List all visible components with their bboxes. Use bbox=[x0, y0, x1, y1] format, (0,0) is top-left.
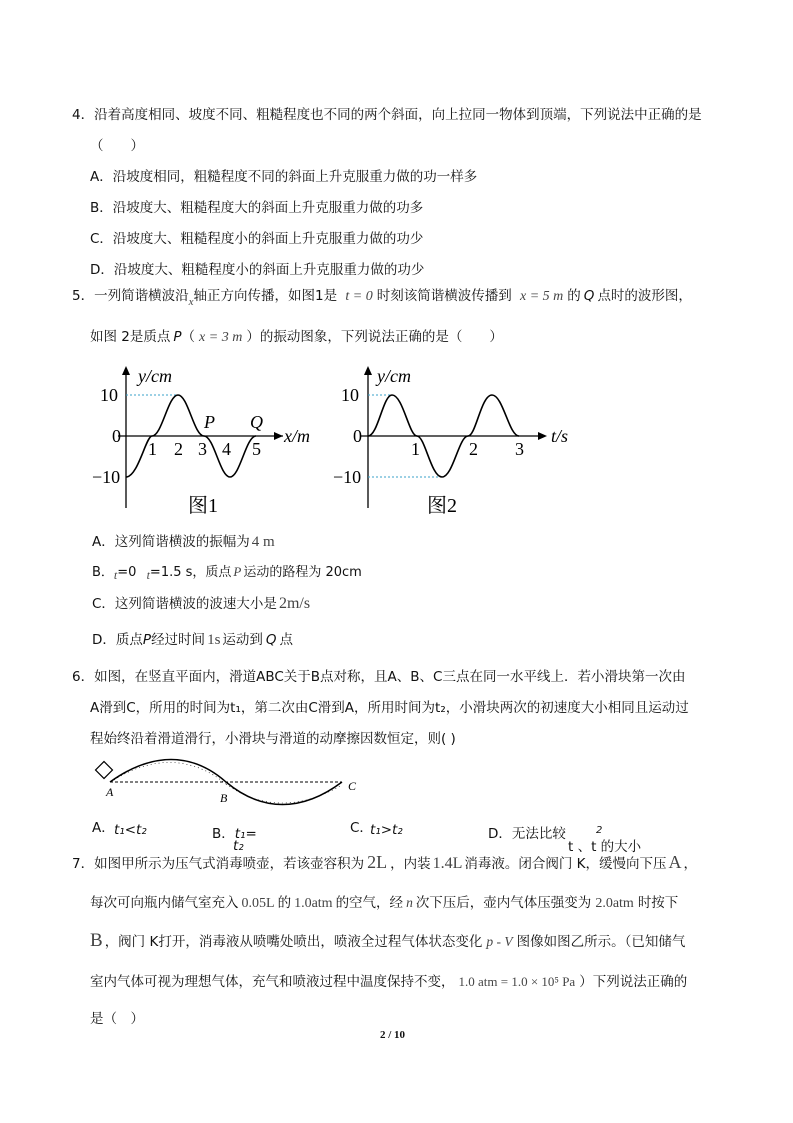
y-tick-bottom: −10 bbox=[333, 467, 362, 487]
q6-option-c-label: C． bbox=[350, 820, 373, 836]
slider-block bbox=[96, 762, 113, 779]
q5-text: 的 bbox=[567, 288, 581, 304]
q7-button-b: B bbox=[90, 930, 103, 951]
y-label: y/cm bbox=[138, 366, 172, 386]
x-tick: 3 bbox=[198, 439, 207, 459]
wave-figure-2 bbox=[325, 360, 585, 520]
q5-text: 运动到 bbox=[222, 632, 263, 648]
q7-n: n bbox=[406, 895, 413, 910]
point-c-label: C bbox=[348, 779, 357, 793]
t-axis-arrow bbox=[538, 432, 547, 440]
q5-text: 经过时间 bbox=[151, 632, 206, 648]
q7-text: 室内气体可视为理想气体，充气和喷液过程中温度保持不变， bbox=[90, 974, 455, 990]
q7-line1 bbox=[72, 852, 697, 873]
q6-option-b-value: t₁= bbox=[234, 826, 257, 842]
q4-option-a: A．沿坡度相同，粗糙程度不同的斜面上升克服重力做的功一样多 bbox=[90, 169, 478, 185]
q5-x5: x = 5 m bbox=[520, 289, 564, 304]
t-tick: 3 bbox=[515, 439, 524, 459]
x-label: x/m bbox=[284, 426, 310, 446]
q5-line2 bbox=[90, 325, 503, 346]
q7-text: 次下压后，壶内气体压强变为 bbox=[415, 895, 592, 911]
t-tick: 1 bbox=[411, 439, 420, 459]
point-q-label: Q bbox=[250, 412, 263, 432]
q6-option-d-tail: t 、t 的大小 bbox=[568, 839, 642, 855]
q5-option-b-label: B． bbox=[92, 565, 114, 580]
q5-t: t bbox=[113, 568, 118, 582]
y-tick-top: 10 bbox=[100, 385, 118, 405]
t-label: t/s bbox=[551, 426, 569, 446]
q5-option-a-value: 4 m bbox=[251, 534, 275, 550]
q6-line3: 程始终沿着滑道滑行，小滑块与滑道的动摩擦因数恒定，则( ) bbox=[90, 731, 456, 747]
q7-text: ，阀门 K打开，消毒液从喷嘴处喷出，喷液全过程气体状态变化 bbox=[104, 934, 483, 950]
q5-t0: t = 0 bbox=[345, 289, 373, 304]
y-tick-zero: 0 bbox=[112, 426, 121, 446]
q5-text: 时刻该简谐横波传播到 bbox=[376, 288, 512, 304]
q5-text: 运动的路程为 20cm bbox=[243, 565, 362, 580]
figure-caption: 图2 bbox=[427, 495, 457, 517]
q7-equation: 1.0 atm = 1.0 × 10⁵ Pa bbox=[458, 974, 576, 989]
q5-text: ）的振动图象，下列说法正确的是（ ） bbox=[246, 329, 503, 345]
q4-stem: 4．沿着高度相同、坡度不同、粗糙程度也不同的两个斜面，向上拉同一物体到顶端，下列说法中正确的是 bbox=[72, 107, 702, 123]
q6-option-c-value: t₁>t₂ bbox=[370, 822, 403, 838]
q5-text: =1.5 s，质点 bbox=[149, 565, 232, 580]
q4-option-b: B．沿坡度大、粗糙程度大的斜面上升克服重力做的功多 bbox=[90, 200, 424, 216]
q5-option-b bbox=[92, 561, 362, 583]
q5-p: P bbox=[233, 564, 242, 579]
x-tick: 1 bbox=[148, 439, 157, 459]
q6-line1: 6．如图，在竖直平面内，滑道ABC关于B点对称，且A、B、C三点在同一水平线上．若小滑块第一次由 bbox=[72, 669, 686, 685]
q4-paren: （ ） bbox=[90, 138, 144, 154]
q5-text: 点时的波形图， bbox=[597, 288, 692, 304]
q7-text: ，内装 bbox=[390, 856, 431, 872]
q7-volume: 1.4L bbox=[432, 855, 463, 872]
page-number: 2 / 10 bbox=[380, 1029, 406, 1041]
q7-value: 2.0atm bbox=[595, 896, 634, 911]
q7-piston-a: A bbox=[668, 852, 682, 872]
q5-text: 5．一列简谐横波沿 bbox=[72, 288, 189, 304]
q5-text: =0 bbox=[117, 565, 137, 580]
q5-option-c-value: 2m/s bbox=[278, 595, 311, 612]
y-axis-arrow bbox=[122, 366, 130, 375]
q5-text: 如图 2是质点 bbox=[90, 329, 171, 345]
q6-option-a-label: A． bbox=[92, 820, 115, 836]
q7-text: ， bbox=[683, 856, 698, 872]
q7-text: 的空气，经 bbox=[335, 895, 404, 911]
point-a-label: A bbox=[106, 785, 114, 799]
q7-value: 0.05L bbox=[241, 896, 275, 911]
x-tick: 4 bbox=[222, 439, 231, 459]
q5-x: x bbox=[188, 296, 194, 308]
q5-q: Q bbox=[265, 632, 277, 648]
q4-option-c: C．沿坡度大、粗糙程度小的斜面上升克服重力做的功少 bbox=[90, 231, 424, 247]
q5-option-a-text: A．这列简谐横波的振幅为 bbox=[92, 534, 250, 550]
q7-text: 时按下 bbox=[637, 895, 679, 911]
q5-value: 1s bbox=[207, 632, 221, 648]
q5-t: t bbox=[146, 568, 150, 582]
q7-text: 图像如图乙所示。（已知储气 bbox=[516, 934, 686, 950]
q5-p: P bbox=[173, 329, 182, 345]
wave-figure-1 bbox=[88, 360, 318, 520]
y-tick-top: 10 bbox=[341, 385, 359, 405]
q4-option-d: D．沿坡度大、粗糙程度小的斜面上升克服重力做的功少 bbox=[90, 262, 425, 278]
slide-figure bbox=[92, 758, 382, 808]
y-tick-bottom: −10 bbox=[92, 467, 121, 487]
q7-text: 的 bbox=[277, 895, 292, 911]
q6-option-a bbox=[92, 816, 115, 836]
q6-option-b-label: B． bbox=[212, 826, 235, 842]
q7-line4 bbox=[90, 970, 687, 990]
q5-q: Q bbox=[583, 288, 595, 304]
q5-option-c bbox=[92, 592, 310, 613]
q5-text: （ bbox=[181, 329, 196, 345]
q6-line2: A滑到C，所用的时间为t₁，第二次由C滑到A，所用时间为t₂，小滑块两次的初速度大小相同且运动过 bbox=[90, 700, 689, 716]
q5-p: P bbox=[142, 632, 152, 648]
track-hatching bbox=[114, 762, 226, 784]
x-axis-arrow bbox=[274, 432, 283, 440]
q5-option-d bbox=[92, 628, 293, 649]
x-tick: 2 bbox=[174, 439, 183, 459]
q7-text: 7．如图甲所示为压气式消毒喷壶，若该壶容积为 bbox=[72, 856, 365, 872]
q5-text: 轴正方向传播，如图1是 bbox=[193, 288, 338, 304]
point-b-label: B bbox=[220, 791, 228, 805]
q5-text: D．质点 bbox=[92, 632, 143, 648]
figure-caption: 图1 bbox=[188, 495, 218, 517]
y-axis-arrow bbox=[364, 366, 372, 375]
q7-value: 1.0atm bbox=[294, 896, 333, 911]
q7-volume: 2L bbox=[367, 852, 388, 872]
q7-line5: 是（ ） bbox=[90, 1011, 144, 1027]
q5-line1 bbox=[72, 284, 692, 308]
x-tick: 5 bbox=[252, 439, 261, 459]
q7-text: ）下列说法正确的 bbox=[579, 974, 688, 990]
q5-text: 点 bbox=[279, 632, 294, 648]
point-p-label: P bbox=[204, 412, 215, 432]
y-tick-zero: 0 bbox=[353, 426, 362, 446]
q5-x3: x = 3 m bbox=[199, 330, 243, 345]
q5-option-c-text: C．这列简谐横波的波速大小是 bbox=[92, 596, 277, 612]
q7-line3 bbox=[90, 930, 685, 952]
q6-option-b-sub: t₂ bbox=[233, 838, 244, 854]
q5-option-a bbox=[92, 530, 275, 551]
t-tick: 2 bbox=[469, 439, 478, 459]
q7-text: 消毒液。闭合阀门 K，缓慢向下压 bbox=[464, 856, 667, 872]
q7-text: 每次可向瓶内储气室充入 bbox=[90, 895, 239, 911]
y-label: y/cm bbox=[377, 366, 411, 386]
q6-option-a-value: t₁<t₂ bbox=[114, 822, 147, 838]
q6-option-d-sup: 2 bbox=[596, 825, 603, 836]
q7-line2 bbox=[90, 891, 678, 912]
q6-option-d: D．无法比较 bbox=[488, 826, 566, 842]
q7-pv: p - V bbox=[486, 934, 513, 949]
